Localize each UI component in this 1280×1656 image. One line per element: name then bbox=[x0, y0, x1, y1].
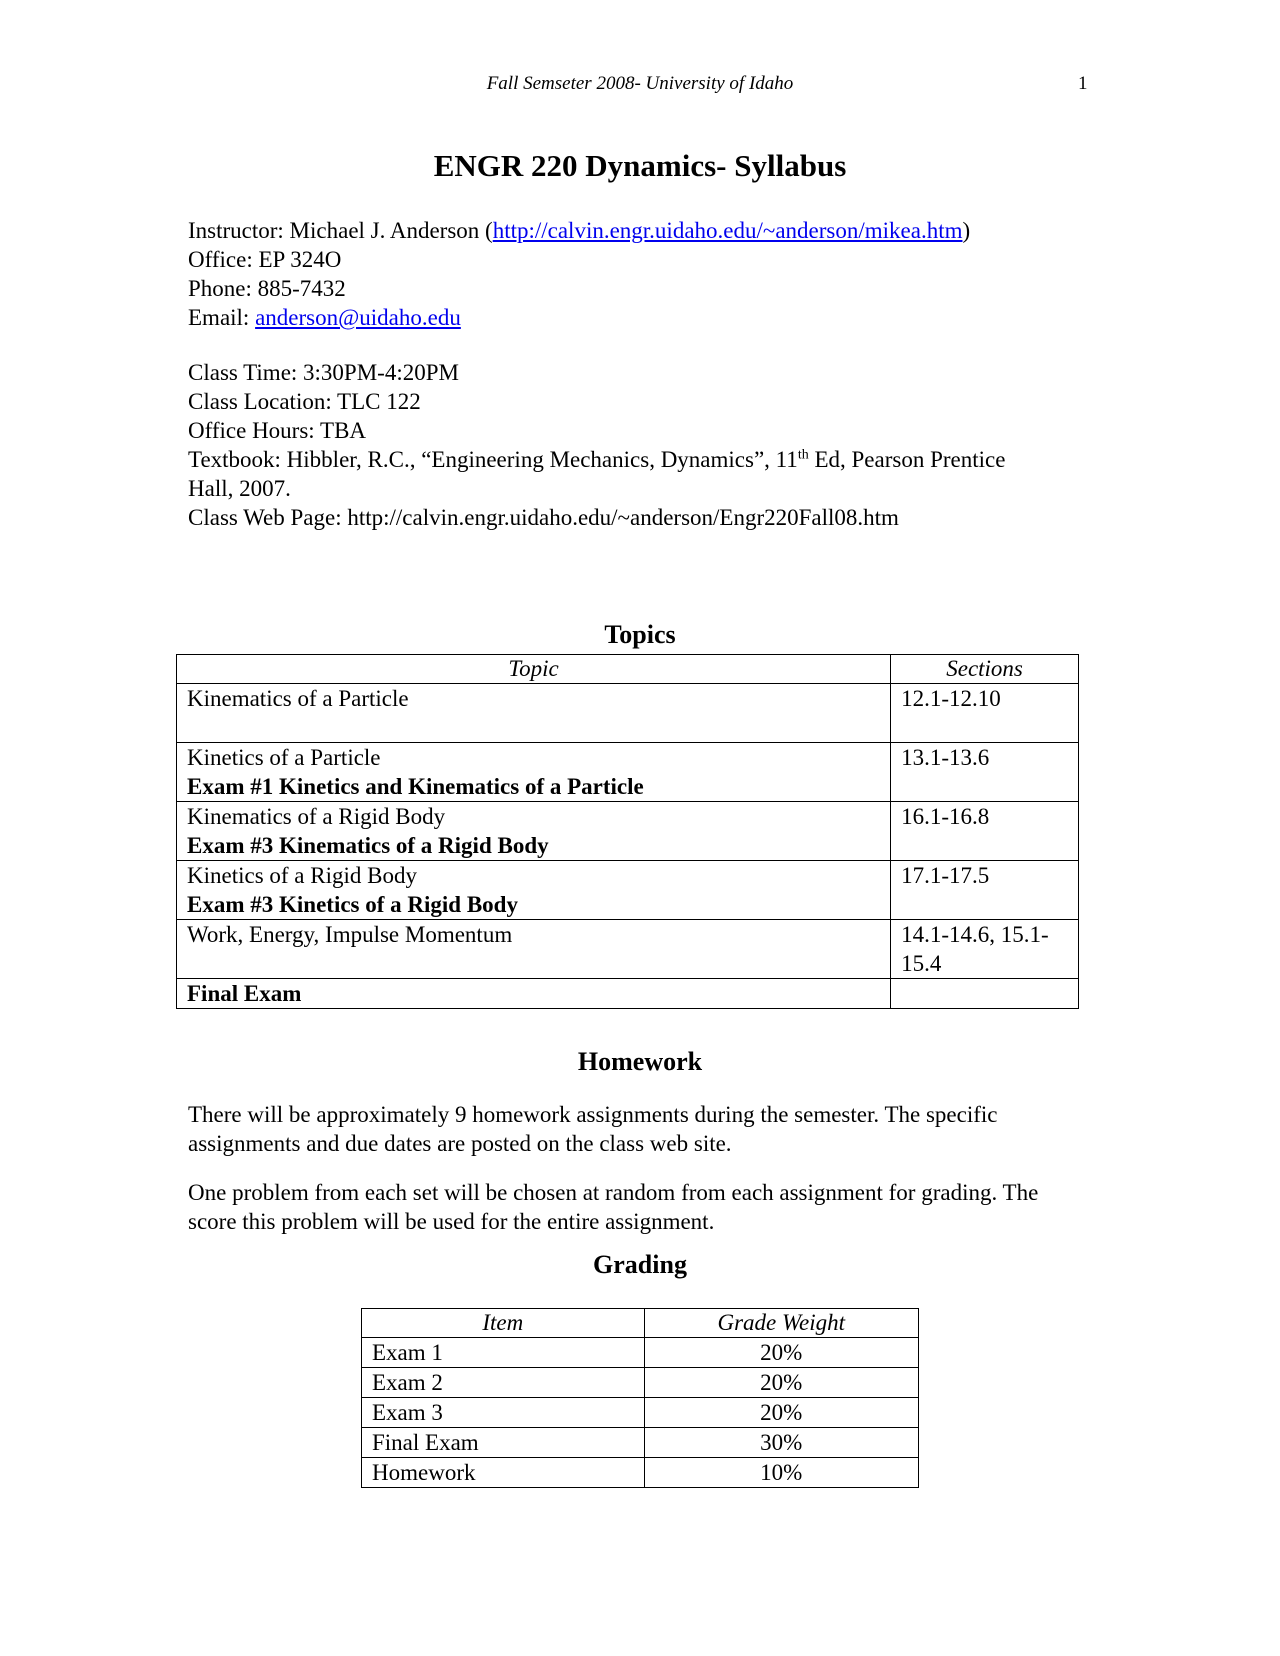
table-row bbox=[362, 1338, 919, 1368]
item-cell: Homework bbox=[362, 1458, 645, 1488]
grading-table bbox=[361, 1308, 919, 1488]
table-row bbox=[362, 1428, 919, 1458]
class-web-page-line: Class Web Page: http://calvin.engr.uidaho.edu/~anderson/Engr220Fall08.htm bbox=[188, 505, 899, 530]
table-row bbox=[177, 979, 1079, 1009]
topics-title: Topics bbox=[604, 620, 676, 649]
item-cell: Exam 2 bbox=[362, 1368, 645, 1398]
topic-cell: Kinematics of a Rigid Body Exam #3 Kinematics of a Rigid Body bbox=[177, 802, 891, 861]
email-label: Email: bbox=[188, 305, 256, 330]
homework-paragraph-1: There will be approximately 9 homework assignments during the semester. The specific assignments and due dates are posted on the class web site. bbox=[188, 1102, 998, 1156]
grading-header-row bbox=[362, 1309, 919, 1338]
class-info-block bbox=[188, 358, 1005, 532]
class-location-line: Class Location: TLC 122 bbox=[188, 389, 421, 414]
item-cell: Exam 3 bbox=[362, 1398, 645, 1428]
running-header: Fall Semseter 2008- University of Idaho bbox=[486, 73, 794, 94]
instructor-url-link[interactable]: http://calvin.engr.uidaho.edu/~anderson/mikea.htm bbox=[492, 218, 963, 243]
sections-cell: 14.1-14.6, 15.1- 15.4 bbox=[891, 920, 1079, 979]
textbook-superscript: th bbox=[797, 447, 809, 463]
exam-label: Exam #3 Kinetics of a Rigid Body bbox=[187, 892, 518, 917]
homework-paragraph-2: One problem from each set will be chosen at random from each assignment for grading. The score this problem will be used for the entire assignment. bbox=[188, 1180, 1039, 1234]
topic-cell: Final Exam bbox=[177, 979, 891, 1009]
table-row bbox=[177, 920, 1079, 979]
page-title: ENGR 220 Dynamics- Syllabus bbox=[433, 148, 847, 183]
weight-cell: 30% bbox=[644, 1428, 918, 1458]
textbook-text-a: Textbook: Hibbler, R.C., “Engineering Mechanics, Dynamics”, 11 bbox=[188, 447, 798, 472]
sections-cell bbox=[891, 979, 1079, 1009]
table-row bbox=[177, 802, 1079, 861]
email-line bbox=[188, 303, 970, 332]
topic-column-header: Topic bbox=[177, 655, 891, 684]
weight-cell: 10% bbox=[644, 1458, 918, 1488]
sections-cell: 13.1-13.6 bbox=[891, 743, 1079, 802]
table-row bbox=[362, 1458, 919, 1488]
page-number: 1 bbox=[1078, 73, 1088, 94]
topic-cell: Kinematics of a Particle bbox=[177, 684, 891, 743]
textbook-line bbox=[188, 445, 1005, 474]
weight-column-header: Grade Weight bbox=[644, 1309, 918, 1338]
topics-header-row bbox=[177, 655, 1079, 684]
topic-cell: Kinetics of a Particle Exam #1 Kinetics and Kinematics of a Particle bbox=[177, 743, 891, 802]
topics-table bbox=[176, 654, 1079, 1009]
textbook-line-2: Hall, 2007. bbox=[188, 476, 291, 501]
email-link[interactable]: anderson@uidaho.edu bbox=[255, 305, 461, 330]
item-column-header: Item bbox=[362, 1309, 645, 1338]
grading-title: Grading bbox=[593, 1250, 687, 1279]
instructor-close: ) bbox=[962, 218, 971, 243]
sections-cell: 12.1-12.10 bbox=[891, 684, 1079, 743]
textbook-text-b: Ed, Pearson Prentice bbox=[808, 447, 1006, 472]
office-line: Office: EP 324O bbox=[188, 247, 342, 272]
topic-cell: Work, Energy, Impulse Momentum bbox=[177, 920, 891, 979]
table-row bbox=[177, 743, 1079, 802]
exam-label: Exam #3 Kinematics of a Rigid Body bbox=[187, 833, 549, 858]
table-row bbox=[362, 1368, 919, 1398]
weight-cell: 20% bbox=[644, 1368, 918, 1398]
sections-cell: 17.1-17.5 bbox=[891, 861, 1079, 920]
topic-cell: Kinetics of a Rigid Body Exam #3 Kinetics of a Rigid Body bbox=[177, 861, 891, 920]
weight-cell: 20% bbox=[644, 1398, 918, 1428]
sections-column-header: Sections bbox=[891, 655, 1079, 684]
table-row bbox=[177, 684, 1079, 743]
class-time-line: Class Time: 3:30PM-4:20PM bbox=[188, 360, 459, 385]
instructor-label: Instructor: Michael J. Anderson ( bbox=[188, 218, 493, 243]
homework-title: Homework bbox=[577, 1047, 703, 1076]
table-row bbox=[362, 1398, 919, 1428]
instructor-block bbox=[188, 216, 970, 332]
exam-label: Exam #1 Kinetics and Kinematics of a Particle bbox=[187, 774, 644, 799]
table-row bbox=[177, 861, 1079, 920]
item-cell: Final Exam bbox=[362, 1428, 645, 1458]
office-hours-line: Office Hours: TBA bbox=[188, 418, 367, 443]
weight-cell: 20% bbox=[644, 1338, 918, 1368]
instructor-line bbox=[188, 216, 970, 245]
sections-cell: 16.1-16.8 bbox=[891, 802, 1079, 861]
phone-line: Phone: 885-7432 bbox=[188, 276, 346, 301]
item-cell: Exam 1 bbox=[362, 1338, 645, 1368]
